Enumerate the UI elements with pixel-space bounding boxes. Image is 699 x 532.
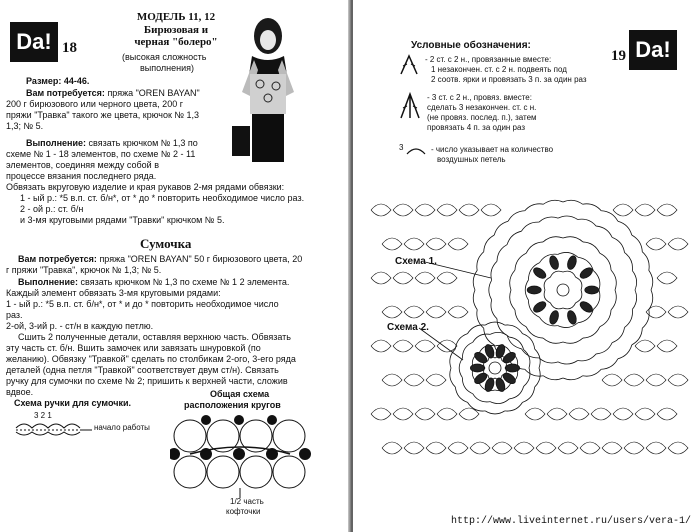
crochet-schemes bbox=[363, 170, 699, 510]
legend2-line2: сделать 3 незакончен. ст. с н. bbox=[427, 103, 537, 112]
exec-text1: связать крючком № 1,3 по bbox=[88, 138, 198, 148]
legend3-line1: - число указывает на количество bbox=[431, 145, 554, 154]
legend-symbol-2 bbox=[397, 90, 423, 120]
legend2-line3: (не провяз. послед. п.), затем bbox=[427, 113, 537, 122]
product-title-line2: черная "болеро" bbox=[134, 36, 218, 48]
bag-exec-label: Выполнение: bbox=[18, 277, 79, 287]
model-photo-image bbox=[232, 14, 302, 164]
bag-exec-line1 bbox=[18, 277, 289, 288]
model-title: МОДЕЛЬ 11, 12 bbox=[136, 11, 216, 23]
bag-exec-text3: 1 - ый р.: *5 в.п. ст. б/н*, от * и до * повторить необходимое число bbox=[6, 299, 279, 309]
bag-need-label: Вам потребуется: bbox=[18, 254, 97, 264]
model-photo bbox=[232, 14, 302, 164]
exec-line1 bbox=[26, 138, 198, 149]
legend3-num: 3 bbox=[399, 143, 404, 152]
need-text4: 1,3; № 5. bbox=[6, 121, 44, 131]
legend-title: Условные обозначения: bbox=[411, 40, 531, 51]
legend2-line1: - 3 ст. с 2 н., провяз. вместе: bbox=[427, 93, 532, 102]
bag-need-text2: г пряжи "Травка", крючок № 1,3; № 5. bbox=[6, 265, 162, 275]
footer-url: http://www.liveinternet.ru/users/vera-1/ bbox=[451, 516, 692, 527]
half-label-line1: 1/2 часть bbox=[230, 497, 264, 506]
circle-layout-diagram bbox=[170, 410, 320, 500]
legend2-line4: провязать 4 п. за один раз bbox=[427, 123, 526, 132]
need-text1: пряжа "OREN BAYAN" bbox=[107, 88, 200, 98]
scheme1-label: Схема 1. bbox=[395, 256, 437, 267]
layout-title-line1: Общая схема bbox=[210, 389, 270, 399]
difficulty-line2: выполнения) bbox=[140, 63, 195, 73]
bag-exec-text10: ручку для сумочки по схеме № 2; пришить к верхней части, сложив bbox=[6, 376, 288, 386]
right-page bbox=[353, 0, 699, 532]
exec-text4: процессе вязания последнего ряда. bbox=[6, 171, 157, 181]
label-arrows bbox=[419, 262, 491, 360]
logo: Da! bbox=[10, 22, 58, 62]
legend-symbol-1 bbox=[397, 52, 421, 76]
legend-symbol-3 bbox=[405, 146, 427, 158]
exec-text8: и 3-мя круговыми рядами "Травки" крючком № 5. bbox=[20, 215, 225, 225]
bag-exec-text2: Каждый элемент обвязать 3-мя круговыми рядами: bbox=[6, 288, 221, 298]
size: Размер: 44-46. bbox=[26, 76, 90, 86]
bag-exec-text9: деталей (одна петля "Травкой" соответствует двум ст/н). Связать bbox=[6, 365, 279, 375]
exec-text2: схеме № 1 - 18 элементов, по схеме № 2 - 11 bbox=[6, 149, 196, 159]
bag-exec-text4: раз. bbox=[6, 310, 23, 320]
bag-need-line1 bbox=[18, 254, 302, 265]
exec-text3: элементов, соединяя между собой в bbox=[6, 160, 159, 170]
layout-title-line2: расположения кругов bbox=[184, 400, 281, 410]
bag-need-text1: пряжа "OREN BAYAN" 50 г бирюзового цвета, 20 bbox=[99, 254, 303, 264]
handle-start-label: начало работы bbox=[94, 423, 150, 432]
legend3-line2: воздушных петель bbox=[437, 155, 506, 164]
need-label: Вам потребуется: bbox=[26, 88, 105, 98]
bag-exec-text1: связать крючком № 1,3 по схеме № 1 2 элемента. bbox=[80, 277, 290, 287]
handle-diagram bbox=[14, 418, 94, 440]
legend1-line2: 1 незакончен. ст. с 2 н. подвеять под bbox=[431, 65, 567, 74]
legend1-line3: 2 соотв. ярки и провязать 3 п. за один раз bbox=[431, 75, 587, 84]
handle-scheme-title: Схема ручки для сумочки. bbox=[14, 398, 132, 408]
bag-exec-text11: вдвое. bbox=[6, 387, 34, 397]
need-text2: 200 г бирюзового или черного цвета, 200 г bbox=[6, 99, 183, 109]
bag-exec-text6: Сшить 2 полученные детали, оставляя верхнюю часть. Обвязать bbox=[18, 332, 291, 342]
need-text3: пряжи "Травка" такого же цвета, крючок № 1,3 bbox=[6, 110, 200, 120]
page-number: 18 bbox=[62, 40, 77, 56]
bag-exec-text5: 2-ой, 3-ий р. - ст/н в каждую петлю. bbox=[6, 321, 154, 331]
page-number-right: 19 bbox=[611, 48, 626, 64]
logo-right: Da! bbox=[629, 30, 677, 70]
handle-numbers: 3 2 1 bbox=[34, 411, 52, 420]
bag-exec-text7: эту часть ст. б/н. Вшить замочек или завязать шнуровкой (по bbox=[6, 343, 261, 353]
half-label-line2: кофточки bbox=[226, 507, 261, 516]
product-title-line1: Бирюзовая и bbox=[143, 24, 209, 36]
need-line1 bbox=[26, 88, 200, 99]
exec-label: Выполнение: bbox=[26, 138, 87, 148]
exec-text7: 2 - ой р.: ст. б/н bbox=[20, 204, 84, 214]
scheme2-motif bbox=[450, 322, 540, 414]
exec-text6: 1 - ый р.: *5 в.п. ст. б/н*, от * до * повторить необходимое число раз. bbox=[20, 193, 305, 203]
exec-text5: Обвязать вкруговую изделие и края рукавов 2-мя рядами обвязки: bbox=[6, 182, 285, 192]
scheme2-label: Схема 2. bbox=[387, 322, 429, 333]
bag-title: Сумочка bbox=[140, 236, 192, 251]
difficulty-line1: (высокая сложность bbox=[122, 52, 207, 62]
bag-exec-text8: желанию). Обвязку "Травкой" сделать по столбикам 2-ого, 3-его ряда bbox=[6, 354, 296, 364]
legend1-line1: - 2 ст. с 2 н., провязанные вместе: bbox=[425, 55, 552, 64]
